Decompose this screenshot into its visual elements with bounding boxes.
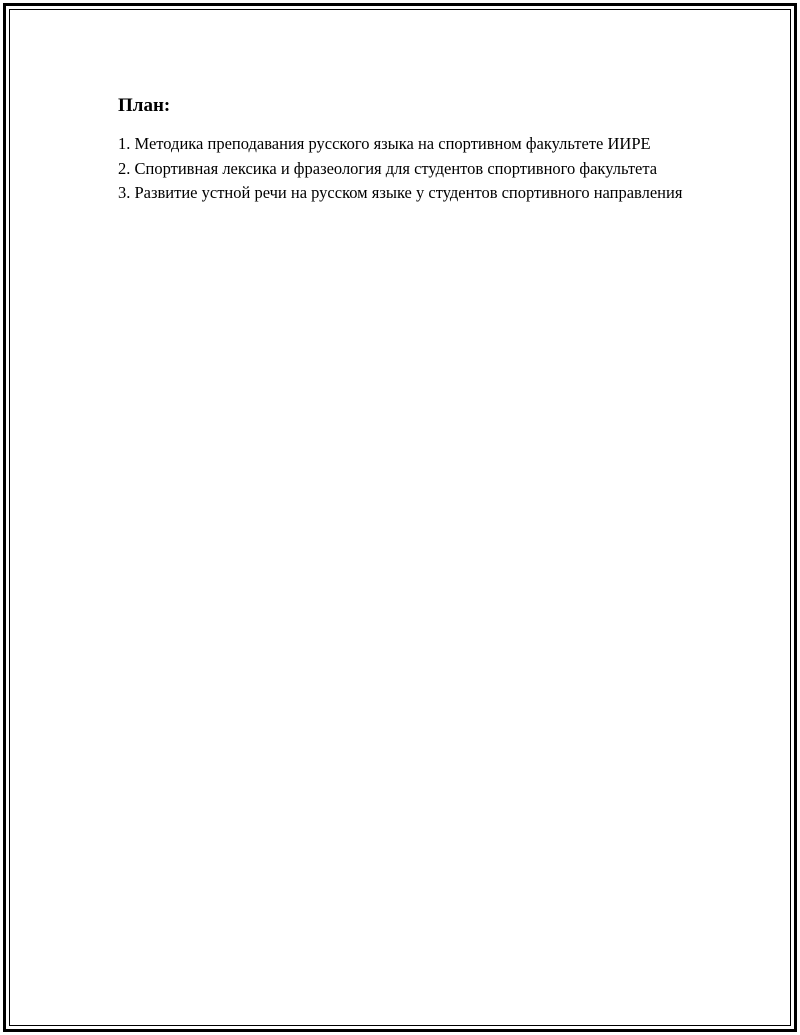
plan-item-3: 3. Развитие устной речи на русском языке у студентов спортивного направления bbox=[118, 183, 683, 202]
plan-heading: План: bbox=[118, 95, 171, 116]
plan-list bbox=[118, 132, 698, 206]
plan-item-2: 2. Спортивная лексика и фразеология для студентов спортивного факультета bbox=[118, 158, 658, 178]
plan-item-1: 1. Методика преподавания русского языка на спортивном факультете ИИРЕ bbox=[118, 134, 651, 153]
document-body bbox=[118, 94, 698, 206]
